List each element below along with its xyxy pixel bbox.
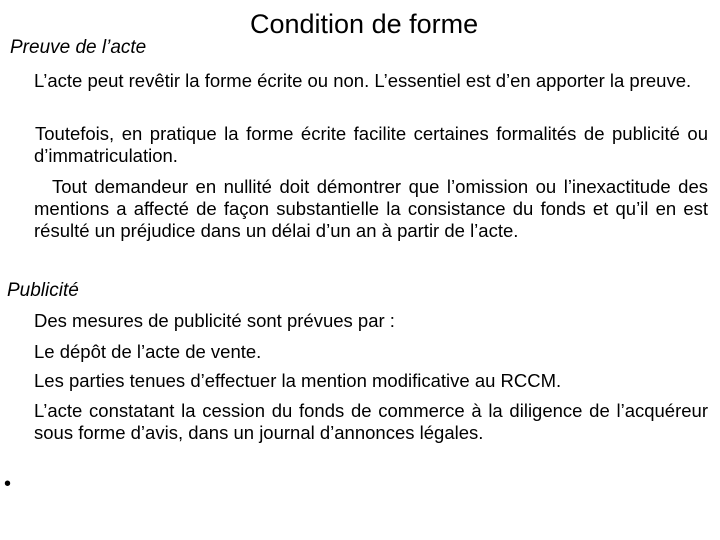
section-heading-publicite: Publicité: [7, 280, 79, 301]
paragraph-nullite: Tout demandeur en nullité doit démontrer que l’omission ou l’inexactitude des mentions a affecté de façon substantielle la consistance du fonds et qu’il en est résulté un préjudice dans un délai d’un an à partir de l’acte.: [34, 176, 708, 241]
section-heading-preuve: Preuve de l’acte: [10, 37, 147, 58]
paragraph-mesures: Des mesures de publicité sont prévues par :: [34, 310, 395, 331]
paragraph-forme: L’acte peut revêtir la forme écrite ou non. L’essentiel est d’en apporter la preuve.: [34, 70, 692, 91]
paragraph-depot: Le dépôt de l’acte de vente.: [34, 341, 262, 362]
paragraph-acte-cession: L’acte constatant la cession du fonds de commerce à la diligence de l’acquéreur sous forme d’avis, dans un journal d’annonces légales.: [34, 400, 708, 443]
slide-title: Condition de forme: [250, 9, 479, 39]
paragraph-toutefois: Toutefois, en pratique la forme écrite facilite certaines formalités de publicité ou d’immatriculation.: [34, 123, 708, 166]
paragraph-parties: Les parties tenues d’effectuer la mention modificative au RCCM.: [34, 370, 562, 391]
empty-bullet: •: [4, 473, 12, 495]
